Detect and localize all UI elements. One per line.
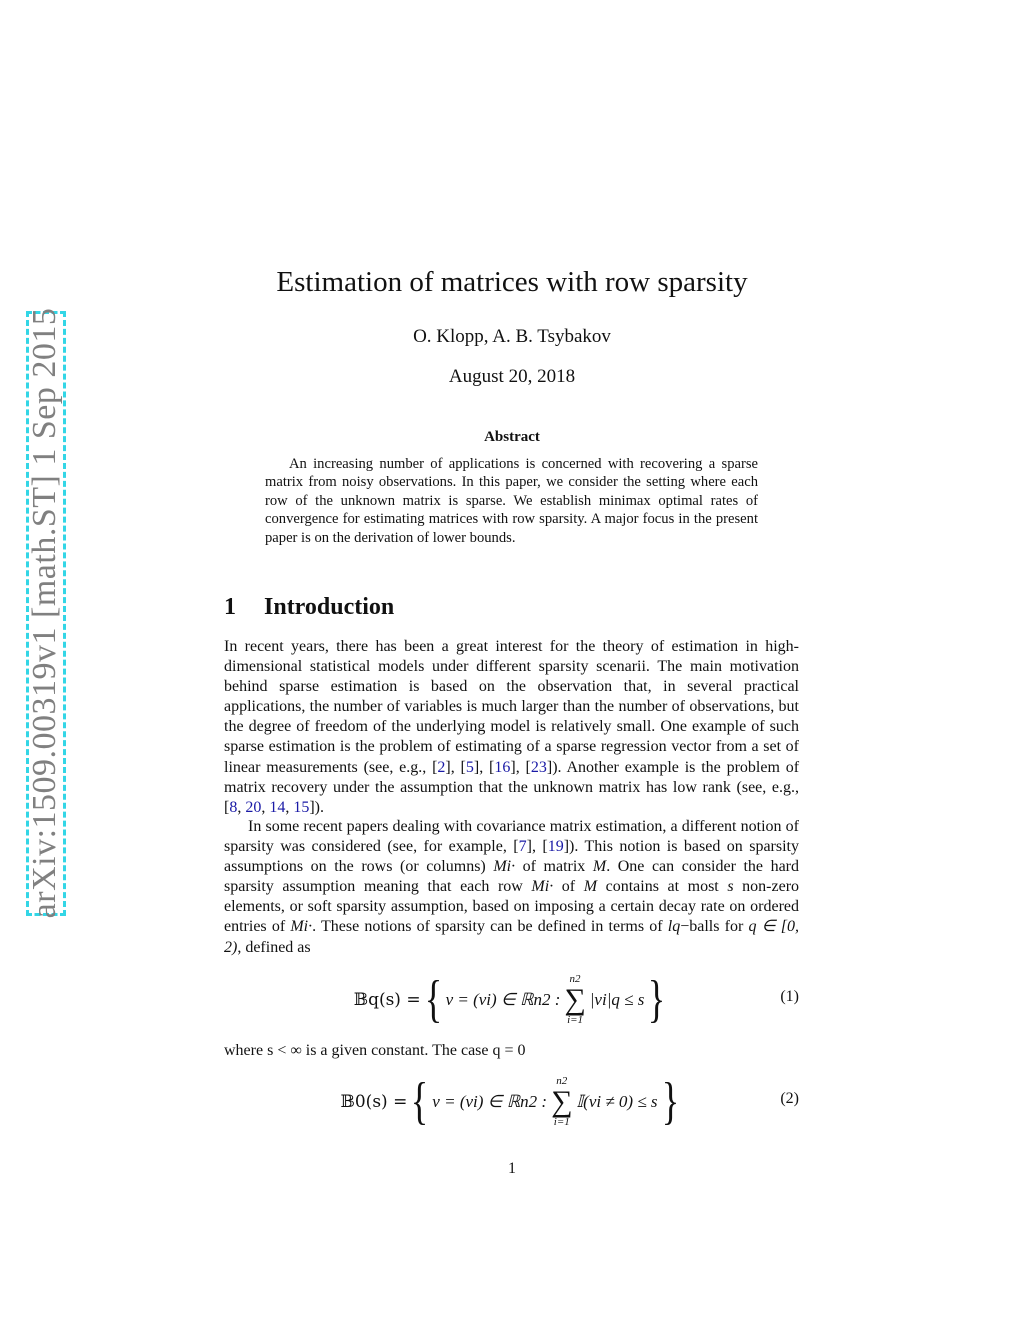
equation-2-number: (2) [780,1090,799,1107]
right-brace: } [648,971,666,1028]
equation-1 [224,970,799,1030]
citation-link[interactable]: 14 [269,798,286,816]
summation-symbol: n2 ∑ i=1 [551,1075,573,1128]
paper-date: August 20, 2018 [448,366,576,387]
intro-paragraph-2: In some recent papers dealing with covariance matrix estimation, a different notion of sparsity was considered (see, for example, [7], [19]). This notion is based on sparsity assumptions on the rows (or columns) Mi· of matrix M. One can consider the hard sparsity assumption meaning that each row Mi· of M contains at most s non-zero elements, or soft sparsity assumption, based on imposing a certain decay rate on ordered entries of Mi·. These notions of sparsity can be defined in terms of lq−balls for q ∈ [0, 2), defined as [224,818,800,956]
citation-link[interactable]: 5 [465,758,474,776]
left-brace: { [411,1073,429,1130]
equation-2-set-left: v = (vi) ∈ ℝn2 : [432,1092,548,1111]
equation-1-set-left: v = (vi) ∈ ℝn2 : [445,990,561,1009]
equation-2-lhs: 𝔹0(s) = [340,1092,408,1112]
equation-1-lhs: 𝔹q(s) = [353,990,421,1010]
citation-link[interactable]: 16 [494,758,511,776]
equation-1-set-right: |vi|q ≤ s [589,990,645,1009]
abstract-heading: Abstract [484,429,540,445]
citation-link[interactable]: 15 [293,798,310,816]
section-number: 1 [224,594,236,620]
left-brace: { [424,971,442,1028]
equation-2-set-right: 𝕀(vi ≠ 0) ≤ s [576,1092,658,1111]
right-brace: } [661,1073,679,1130]
page-number: 1 [508,1160,516,1177]
arxiv-identifier[interactable]: arXiv:1509.00319v1 [math.ST] 1 Sep 2015 [26,307,63,919]
paper-title: Estimation of matrices with row sparsity [276,266,748,298]
citation-link[interactable]: 20 [245,798,262,816]
citation-link[interactable]: 8 [229,798,238,816]
summation-symbol: n2 ∑ i=1 [564,973,586,1026]
citation-link[interactable]: 2 [437,758,446,776]
equation-1-number: (1) [780,988,799,1005]
paper-authors: O. Klopp, A. B. Tsybakov [413,326,611,347]
intro-paragraph-1: In recent years, there has been a great interest for the theory of estimation in high-dimensional statistical models under different sparsity scenarii. The main motivation behind sparse estimation is based on the observation that, in several practical applications, the number of variables is much larger than the number of observations, but the degree of freedom of the underlying model is relatively small. One example of such sparse estimation is the problem of estimating of a sparse regression vector from a set of linear measurements (see, e.g., [2], [5], [16], [23]). Another example is the problem of matrix recovery under the assumption that the unknown matrix has low rank (see, e.g., [8, 20, 14, 15]). [224,638,800,816]
citation-link[interactable]: 23 [530,758,547,776]
intro-paragraph-3: where s < ∞ is a given constant. The case q = 0 [224,1042,526,1059]
section-title: Introduction [264,594,395,620]
citation-link[interactable]: 7 [518,838,527,856]
abstract-body: An increasing number of applications is concerned with recovering a sparse matrix from noisy observations. In this paper, we consider the setting where each row of the unknown matrix is sparse. We establish minimax optimal rates of convergence for estimating matrices with row sparsity. A major focus in the present paper is on the derivation of lower bounds. [265,456,758,546]
citation-link[interactable]: 19 [547,838,564,856]
section-heading [224,594,394,621]
equation-2 [224,1072,799,1132]
